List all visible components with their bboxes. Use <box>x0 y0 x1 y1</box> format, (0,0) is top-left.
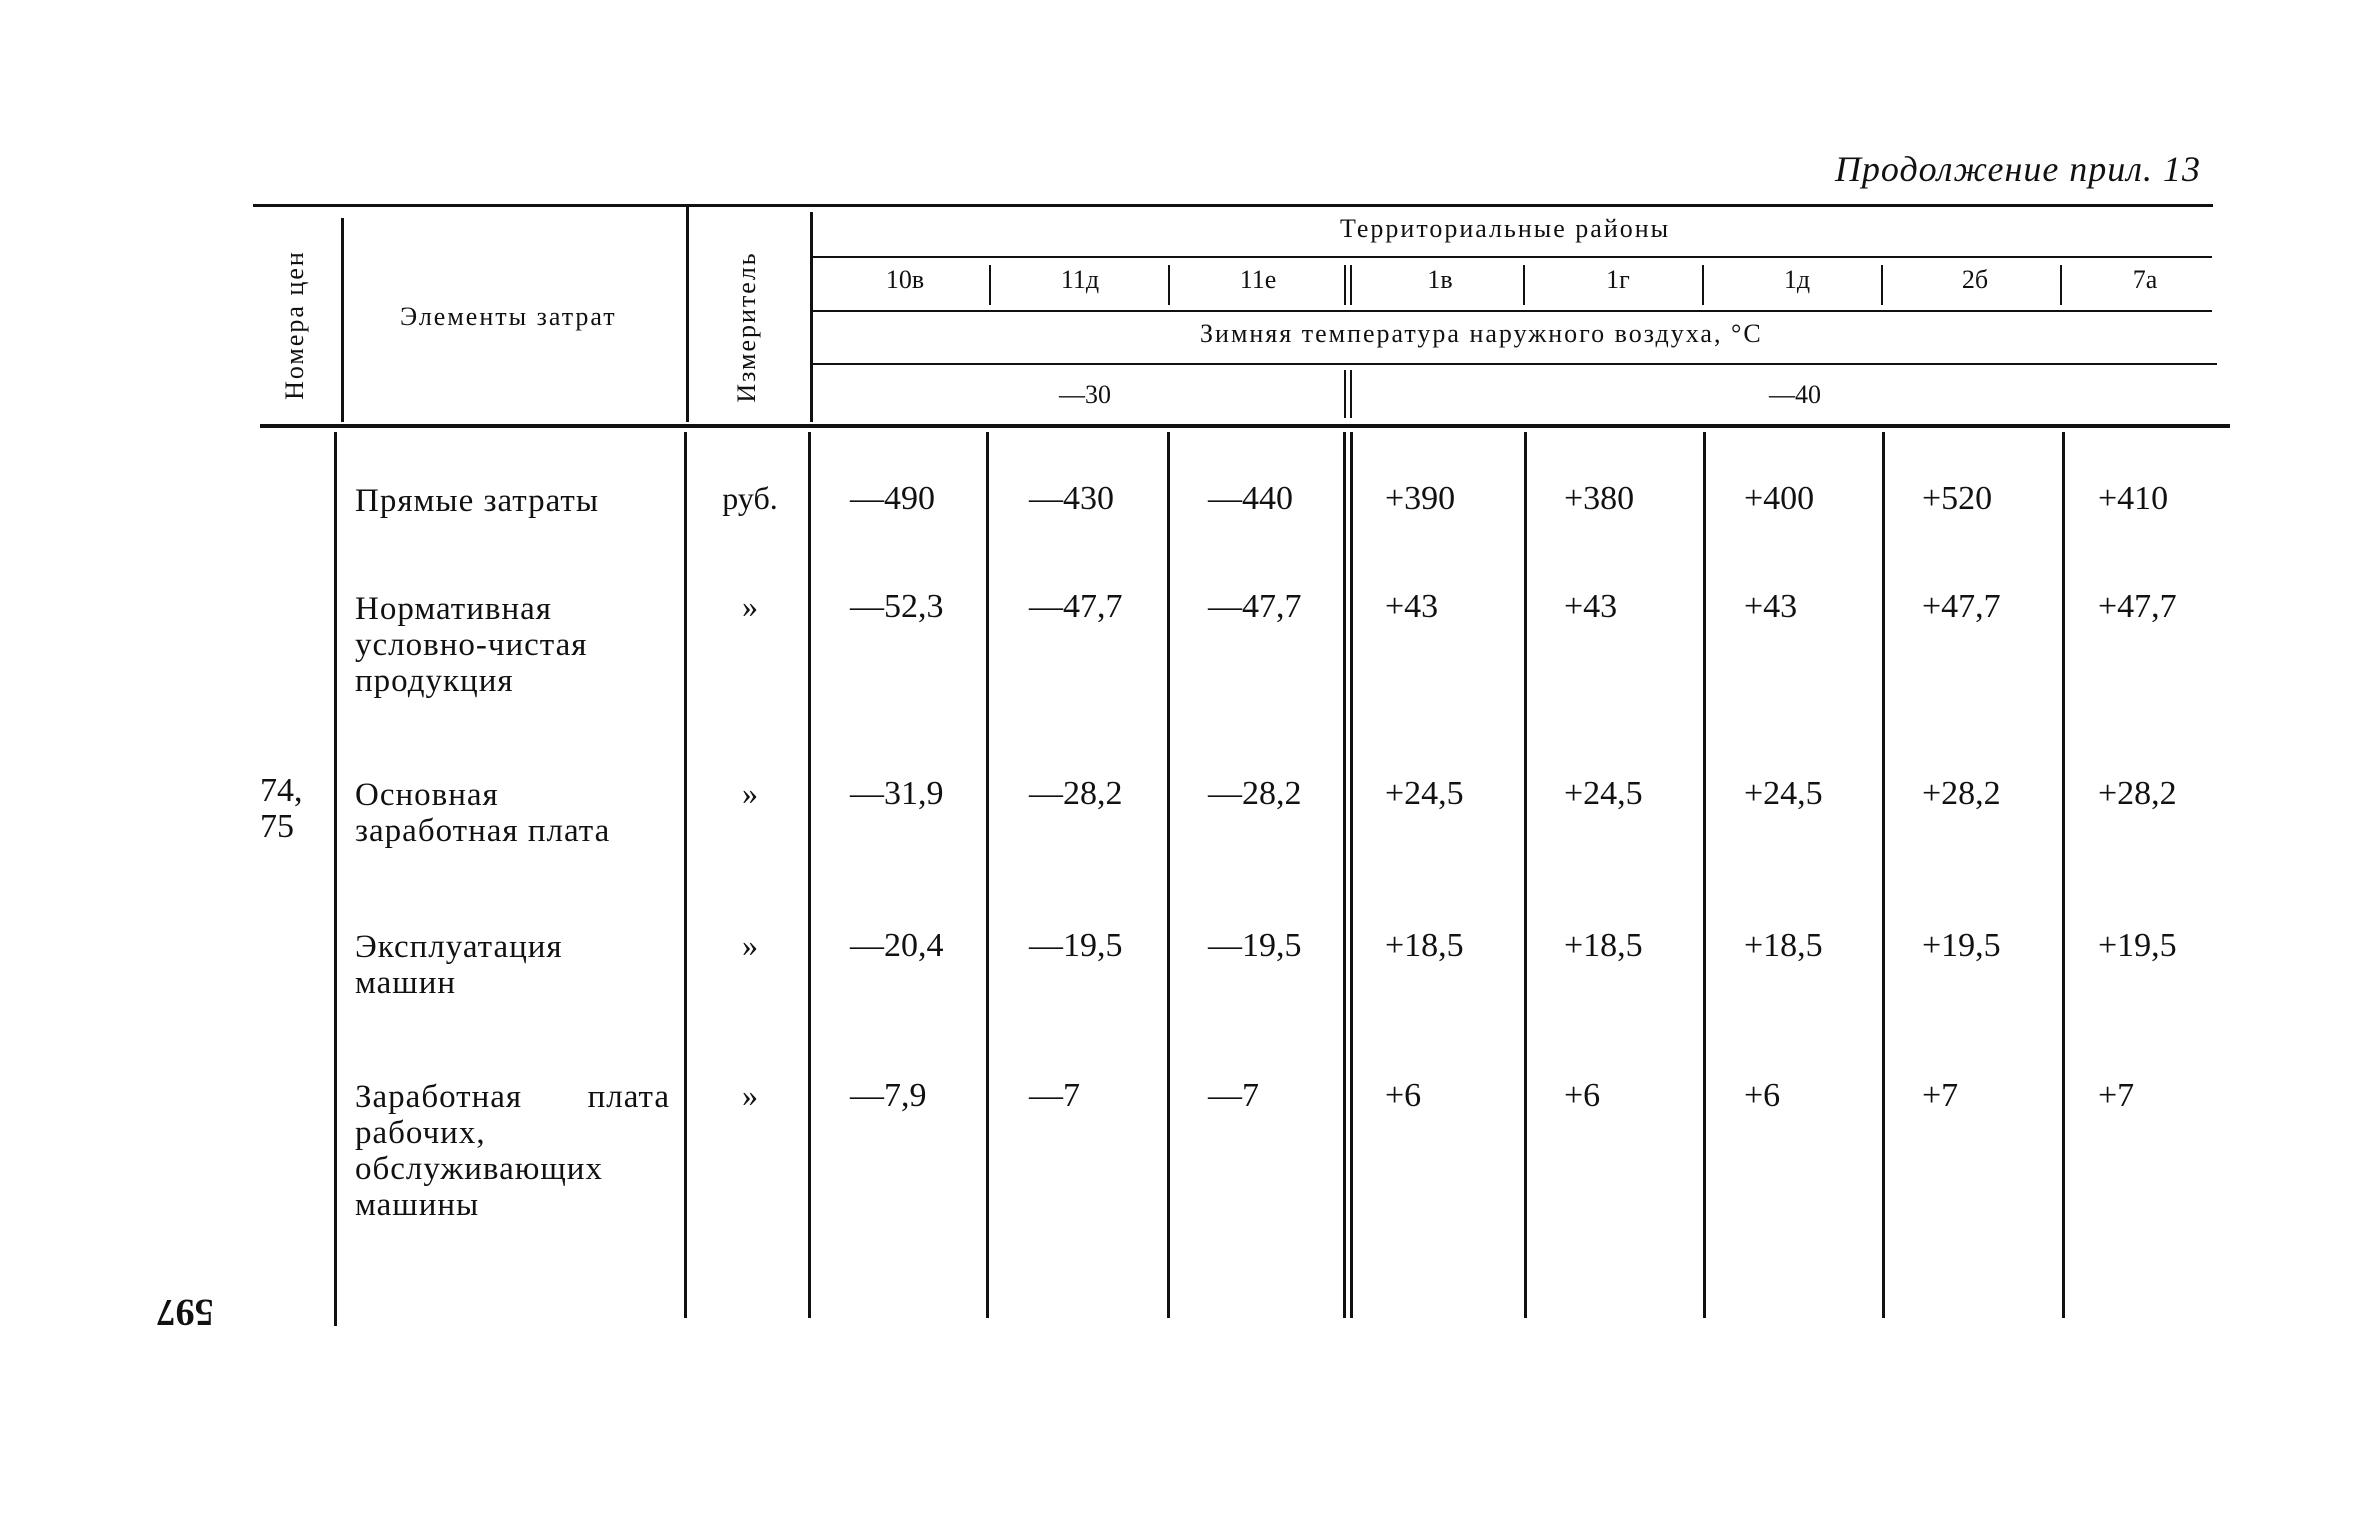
body-vline-5 <box>1167 432 1170 1318</box>
regions-rule <box>812 256 2212 258</box>
district-sep-5 <box>1702 265 1704 305</box>
cell-value: +43 <box>1385 588 1439 625</box>
cell-value: +24,5 <box>1744 775 1823 812</box>
body-vline-8 <box>1703 432 1706 1318</box>
cell-value: —7 <box>1208 1077 1259 1114</box>
header-unit: Измеритель <box>732 251 761 403</box>
cell-value: +24,5 <box>1564 775 1643 812</box>
cell-value: +400 <box>1744 480 1815 517</box>
body-vline-10 <box>2062 432 2065 1318</box>
row-label-basic-wages: Основная заработная плата <box>355 777 611 849</box>
price-number-line1: 74, <box>260 772 303 809</box>
header-winter-temp: Зимняя температура наружного воздуха, °С <box>1200 319 1763 348</box>
district-sep-7 <box>2060 265 2062 305</box>
row-unit: » <box>742 1077 758 1113</box>
district-sep-1 <box>989 265 991 305</box>
temp-sep-a <box>1344 370 1346 418</box>
cell-value: —52,3 <box>850 588 944 625</box>
page-number: 597 <box>156 1291 214 1333</box>
cell-value: —47,7 <box>1208 588 1302 625</box>
body-vline-3 <box>808 432 811 1318</box>
cell-value: +6 <box>1564 1077 1601 1114</box>
temp-sep-b <box>1350 370 1352 418</box>
cell-value: +380 <box>1564 480 1635 517</box>
district-1d: 1д <box>1783 265 1811 294</box>
row-label-operator-wages: Заработная плата рабочих, обслуживающих машины <box>355 1079 670 1223</box>
header-territorial-regions: Территориальные районы <box>1340 214 1671 243</box>
cell-value: +28,2 <box>1922 775 2001 812</box>
table-top-rule <box>253 204 2213 207</box>
cell-value: +19,5 <box>1922 927 2001 964</box>
cell-value: +47,7 <box>1922 588 2001 625</box>
district-7a: 7а <box>2132 265 2158 294</box>
body-vline-9 <box>1882 432 1885 1318</box>
header-bottom-rule <box>260 424 2230 428</box>
header-vline-3 <box>810 212 813 422</box>
row-label-machine-operation: Эксплуатация машин <box>355 929 563 1001</box>
district-2b: 2б <box>1961 265 1989 294</box>
district-sep-2 <box>1168 265 1170 305</box>
cell-value: +7 <box>2098 1077 2135 1114</box>
cell-value: +43 <box>1744 588 1798 625</box>
temp-rule <box>812 363 2217 365</box>
body-vline-2 <box>684 432 687 1318</box>
row-unit: руб. <box>722 480 778 516</box>
cell-value: +18,5 <box>1385 927 1464 964</box>
cell-value: —28,2 <box>1208 775 1302 812</box>
row-label-normative-production: Нормативная условно-чистая продукция <box>355 591 588 699</box>
cell-value: +43 <box>1564 588 1618 625</box>
cell-value: +28,2 <box>2098 775 2177 812</box>
body-vline-4 <box>986 432 989 1318</box>
cell-value: +390 <box>1385 480 1456 517</box>
row-unit: » <box>742 927 758 963</box>
districts-rule <box>812 310 2212 312</box>
cell-value: —47,7 <box>1029 588 1123 625</box>
cell-value: —19,5 <box>1208 927 1302 964</box>
row-unit: » <box>742 775 758 811</box>
cell-value: —31,9 <box>850 775 944 812</box>
cell-value: +7 <box>1922 1077 1959 1114</box>
district-11d: 11д <box>1060 265 1100 294</box>
header-price-numbers: Номера цен <box>280 250 309 400</box>
cell-value: +18,5 <box>1744 927 1823 964</box>
cell-value: +18,5 <box>1564 927 1643 964</box>
district-sep-6 <box>1881 265 1883 305</box>
district-sep-3a <box>1344 265 1346 305</box>
body-vline-7 <box>1524 432 1527 1318</box>
body-vline-1 <box>334 432 337 1326</box>
cell-value: +47,7 <box>2098 588 2177 625</box>
cell-value: +520 <box>1922 480 1993 517</box>
cell-value: —20,4 <box>850 927 944 964</box>
temp-group-minus40: —40 <box>1769 380 1821 409</box>
cell-value: +6 <box>1744 1077 1781 1114</box>
temp-group-minus30: —30 <box>1059 380 1111 409</box>
cell-value: —440 <box>1208 480 1293 517</box>
cell-value: +6 <box>1385 1077 1422 1114</box>
header-vline-2 <box>686 207 689 422</box>
cell-value: —19,5 <box>1029 927 1123 964</box>
district-sep-4 <box>1523 265 1525 305</box>
body-vline-6a <box>1343 432 1346 1318</box>
cell-value: —7 <box>1029 1077 1080 1114</box>
cell-value: —490 <box>850 480 935 517</box>
district-1g: 1г <box>1606 265 1630 294</box>
cell-value: +24,5 <box>1385 775 1464 812</box>
cell-value: —430 <box>1029 480 1114 517</box>
body-vline-6b <box>1350 432 1353 1318</box>
header-vline-1 <box>341 218 344 422</box>
district-10v: 10в <box>885 265 925 294</box>
header-elements: Элементы затрат <box>400 302 617 331</box>
cell-value: —7,9 <box>850 1077 927 1114</box>
district-1v: 1в <box>1427 265 1453 294</box>
continuation-caption: Продолжение прил. 13 <box>1834 149 2201 189</box>
district-11e: 11е <box>1239 265 1277 294</box>
district-sep-3b <box>1350 265 1352 305</box>
row-label-direct-costs: Прямые затраты <box>355 483 600 519</box>
cell-value: +19,5 <box>2098 927 2177 964</box>
cell-value: +410 <box>2098 480 2169 517</box>
cell-value: —28,2 <box>1029 775 1123 812</box>
price-number-line2: 75 <box>260 808 294 845</box>
row-unit: » <box>742 588 758 624</box>
